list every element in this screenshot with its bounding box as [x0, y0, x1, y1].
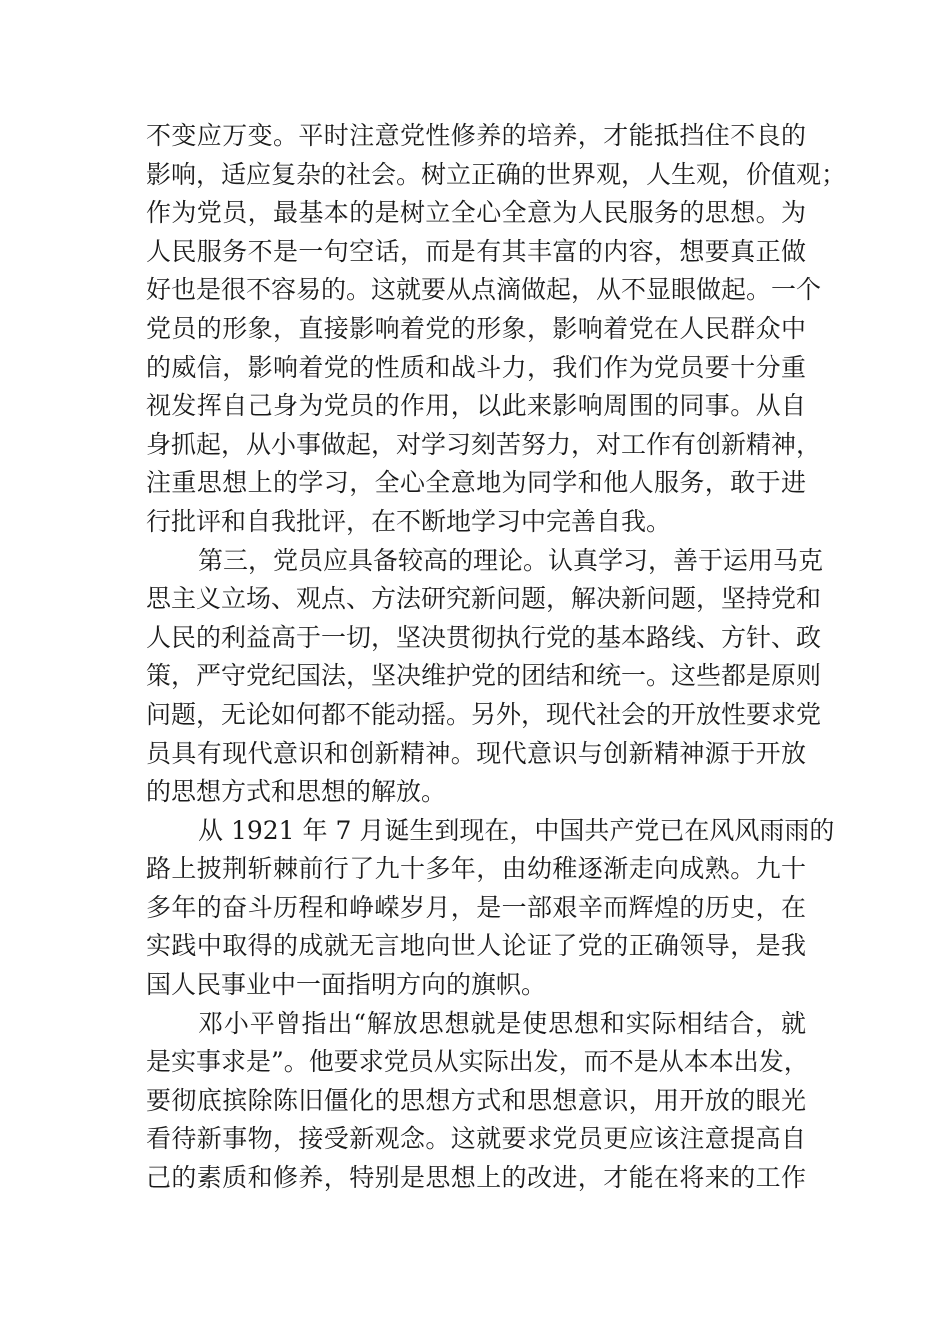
text-line: 影响，适应复杂的社会。树立正确的世界观，人生观，价值观； — [146, 159, 847, 189]
paragraph-4 — [146, 1005, 809, 1198]
text-line: 行批评和自我批评，在不断地学习中完善自我。 — [146, 506, 672, 536]
text-line: 人民的利益高于一切，坚决贯彻执行党的基本路线、方针、政 — [146, 622, 822, 652]
text-line: 看待新事物，接受新观念。这就要求党员更应该注意提高自 — [146, 1124, 806, 1154]
text-line: 视发挥自己身为党员的作用，以此来影响周围的同事。从自 — [146, 391, 806, 421]
text-line: 第三，党员应具备较高的理论。认真学习，善于运用马克 — [198, 545, 824, 575]
text-line: 不变应万变。平时注意党性修养的培养，才能抵挡住不良的 — [146, 121, 806, 150]
text-line: 问题，无论如何都不能动摇。另外，现代社会的开放性要求党 — [146, 699, 822, 729]
text-line: 员具有现代意识和创新精神。现代意识与创新精神源于开放 — [146, 738, 806, 768]
text-line: 人民服务不是一句空话，而是有其丰富的内容，想要真正做 — [146, 236, 806, 266]
text-line: 邓小平曾指出“解放思想就是使思想和实际相结合，就 — [198, 1008, 806, 1038]
text-line: 是实事求是”。他要求党员从实际出发，而不是从本本出发， — [146, 1047, 809, 1077]
text-line: 注重思想上的学习，全心全意地为同学和他人服务，敢于进 — [146, 468, 806, 498]
text-line: 思主义立场、观点、方法研究新问题，解决新问题，坚持党和 — [146, 584, 822, 614]
paragraph-3 — [146, 812, 835, 1005]
text-line: 己的素质和修养，特别是思想上的改进，才能在将来的工作 — [146, 1163, 806, 1193]
document-page — [146, 117, 847, 1198]
paragraph-2 — [146, 542, 824, 812]
text-line: 党员的形象，直接影响着党的形象，影响着党在人民群众中 — [146, 313, 806, 343]
paragraph-1 — [146, 117, 847, 542]
text-line: 的思想方式和思想的解放。 — [146, 777, 447, 807]
text-line: 实践中取得的成就无言地向世人论证了党的正确领导，是我 — [146, 931, 806, 961]
text-line: 作为党员，最基本的是树立全心全意为人民服务的思想。为 — [146, 198, 806, 228]
text-line: 的威信，影响着党的性质和战斗力，我们作为党员要十分重 — [146, 352, 806, 382]
text-line: 多年的奋斗历程和峥嵘岁月，是一部艰辛而辉煌的历史，在 — [146, 892, 806, 922]
text-line: 好也是很不容易的。这就要从点滴做起，从不显眼做起。一个 — [146, 275, 822, 305]
text-line: 身抓起，从小事做起，对学习刻苦努力，对工作有创新精神， — [146, 429, 822, 459]
text-line: 路上披荆斩棘前行了九十多年，由幼稚逐渐走向成熟。九十 — [146, 854, 806, 884]
text-line: 要彻底摈除陈旧僵化的思想方式和思想意识，用开放的眼光 — [146, 1085, 806, 1115]
text-line: 从 1921 年 7 月诞生到现在，中国共产党已在风风雨雨的 — [198, 815, 835, 845]
text-line: 策，严守党纪国法，坚决维护党的团结和统一。这些都是原则 — [146, 661, 822, 691]
text-line: 国人民事业中一面指明方向的旗帜。 — [146, 970, 547, 1000]
